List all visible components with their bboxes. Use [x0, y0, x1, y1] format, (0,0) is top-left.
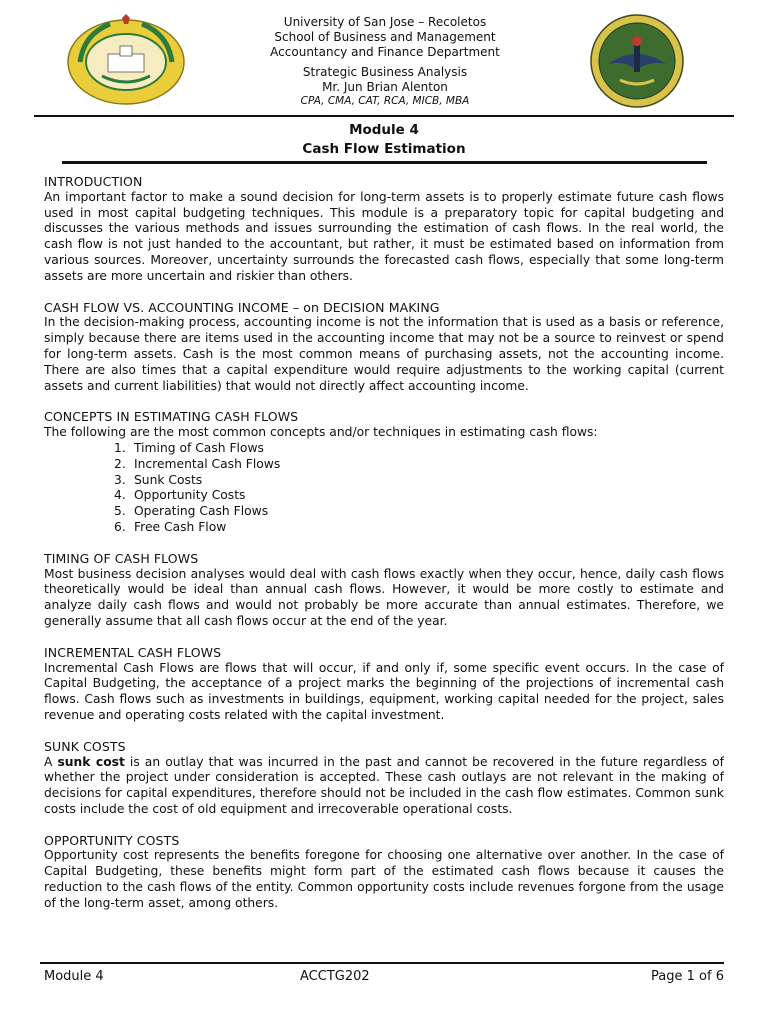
section-heading: CONCEPTS IN ESTIMATING CASH FLOWS — [44, 409, 299, 425]
module-topic: Cash Flow Estimation — [302, 141, 466, 157]
list-item-label: Timing of Cash Flows — [134, 440, 264, 455]
section-heading: OPPORTUNITY COSTS — [44, 832, 180, 848]
header-course: Strategic Business Analysis — [302, 65, 468, 79]
list-item-number: 4. — [114, 488, 126, 503]
list-item-label: Operating Cash Flows — [134, 504, 269, 519]
section-opportunity-costs — [44, 833, 724, 912]
header-instructor: Mr. Jun Brian Alenton — [322, 80, 448, 94]
section-introduction — [44, 174, 724, 285]
section-heading: INCREMENTAL CASH FLOWS — [44, 644, 222, 660]
list-item — [114, 473, 724, 489]
module-title: Module 4 — [349, 122, 419, 138]
footer-module: Module 4 — [44, 969, 104, 984]
section-concepts — [44, 409, 724, 535]
list-item-label: Sunk Costs — [134, 472, 203, 487]
list-item-label: Free Cash Flow — [134, 519, 227, 534]
list-item — [114, 441, 724, 457]
section-body — [44, 755, 724, 818]
section-body: An important factor to make a sound decision for long-term assets is to properly estimate future cash flows used in most capital budgeting techniques. This module is a preparatory topic for capital budgeting and discusses the various methods and issues surrounding the estimation of cash flows. In the real world, the cash flow is not just handed to the accountant, but rather, it must be estimated based on information from various sources. Moreover, uncertainty surrounds the forecasted cash flows, especially that some long-term assets are more uncertain and riskier than others. — [44, 189, 724, 283]
header-school: School of Business and Management — [274, 30, 496, 44]
footer-course-code: ACCTG202 — [300, 969, 370, 984]
header-credentials: CPA, CMA, CAT, RCA, MICB, MBA — [300, 95, 470, 107]
body-text: is an outlay that was incurred in the past and cannot be recovered in the future regardless of whether the project under consideration is accepted. These cash outlays are not relevant in the making of decisions for capital expenditures, therefore should not be included in the cash flow estimates. Common sunk costs include the cost of old equipment and irrecoverable operational costs. — [44, 754, 724, 816]
list-item-label: Opportunity Costs — [134, 488, 246, 503]
list-item-number: 2. — [114, 456, 126, 471]
department-seal-logo — [590, 14, 684, 108]
list-item — [114, 520, 724, 536]
footer-page-number: Page 1 of 6 — [651, 969, 724, 984]
title-divider — [62, 161, 707, 164]
module-content — [44, 174, 724, 927]
list-item — [114, 457, 724, 473]
list-item-number: 1. — [114, 440, 126, 455]
header-department: Accountancy and Finance Department — [270, 45, 500, 59]
section-body: Opportunity cost represents the benefits foregone for choosing one alternative over another. In the case of Capital Budgeting, these benefits might form part of the estimated cash flows because it causes the reduction to the cash flows of the entity. Common opportunity costs include revenues forgone from the usage of the long-term asset, among others. — [44, 848, 724, 910]
section-cash-flow-vs-income — [44, 300, 724, 395]
list-item-number: 3. — [114, 472, 126, 487]
section-heading: INTRODUCTION — [44, 174, 143, 189]
list-item-number: 6. — [114, 519, 126, 534]
concepts-list — [44, 441, 724, 536]
bold-term: sunk cost — [57, 754, 125, 769]
section-heading: CASH FLOW VS. ACCOUNTING INCOME – on DECISION MAKING — [44, 299, 440, 315]
footer-divider — [40, 962, 724, 964]
list-item-number: 5. — [114, 504, 126, 519]
list-item-label: Incremental Cash Flows — [134, 456, 281, 471]
header-divider — [34, 115, 734, 117]
header-university: University of San Jose – Recoletos — [283, 15, 487, 29]
list-item — [114, 504, 724, 520]
section-incremental — [44, 645, 724, 724]
section-body: Most business decision analyses would deal with cash flows exactly when they occur, hence, daily cash flows theoretically would be ideal than annual cash flows. However, it would be more costly to estimate and analyze daily cash flows and would not probably be more accurate than annual estimates. Therefore, we generally assume that all cash flows occur at the end of the year. — [44, 566, 724, 628]
section-timing — [44, 551, 724, 630]
university-seal-logo — [66, 14, 186, 106]
list-item — [114, 488, 724, 504]
section-heading: TIMING OF CASH FLOWS — [44, 550, 199, 566]
section-body: The following are the most common concepts and/or techniques in estimating cash flows: — [44, 425, 598, 440]
section-heading: SUNK COSTS — [44, 738, 126, 754]
body-text: A — [44, 754, 58, 769]
section-body: Incremental Cash Flows are flows that will occur, if and only if, some specific event occurs. In the case of Capital Budgeting, the acceptance of a project marks the beginning of the projections of incremental cash flows. Cash flows such as investments in buildings, equipment, working capital needed for the project, sales revenue and operating costs related with the capital investment. — [44, 660, 724, 722]
section-body: In the decision-making process, accounting income is not the information that is used as a basis or reference, simply because there are items used in the accounting income that may not be a source to reinvest or spend for long-term assets. Cash is the most common means of purchasing assets, not the accounting income. There are also times that a capital expenditure would require adjustments to the working capital (current assets and current liabilities) that would not directly affect accounting income. — [44, 315, 724, 393]
section-sunk-costs — [44, 739, 724, 818]
